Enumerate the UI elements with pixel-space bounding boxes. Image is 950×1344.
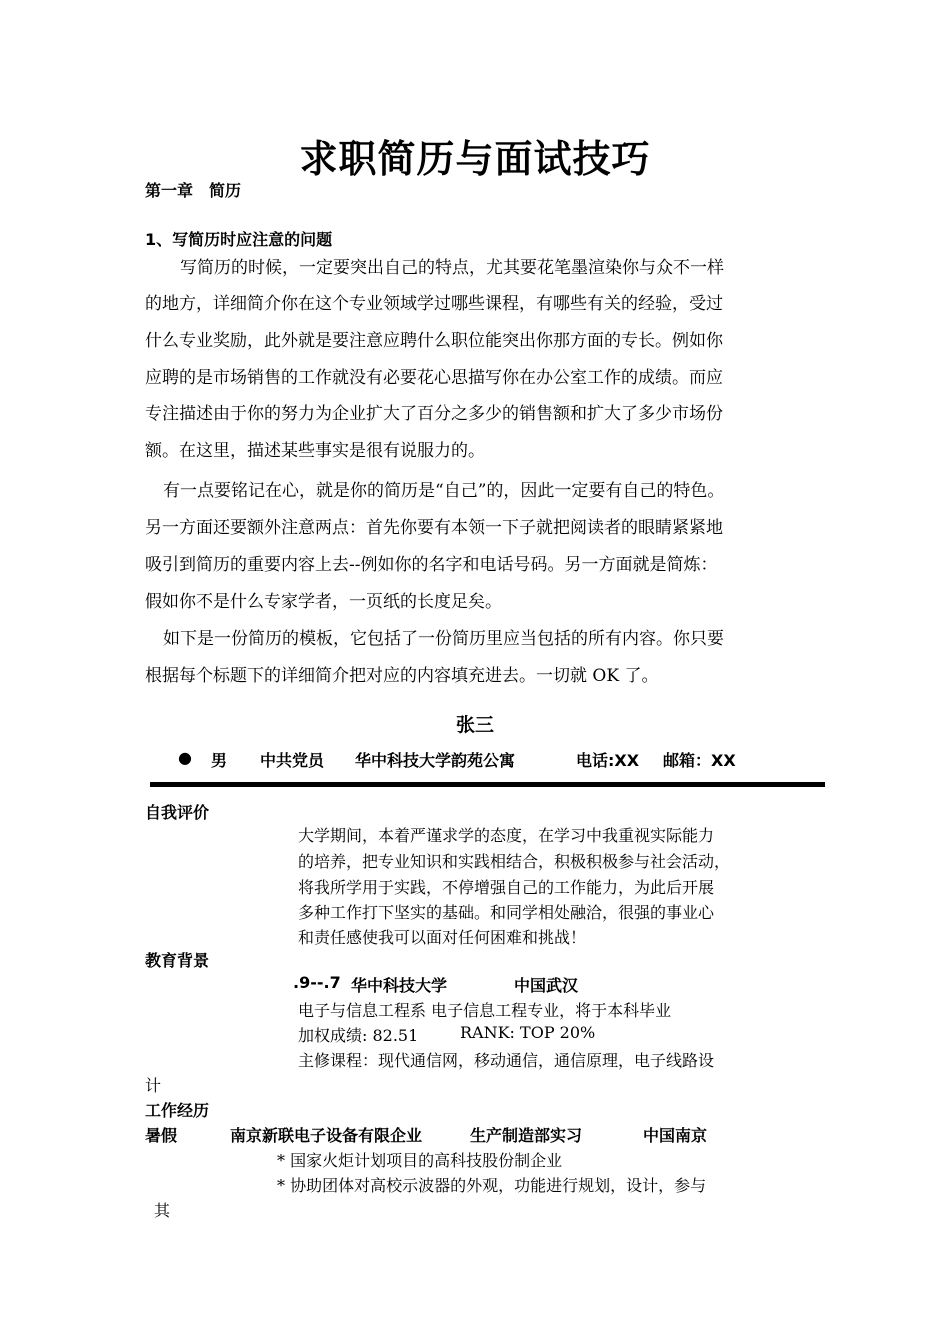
document-title: 求职简历与面试技巧 — [299, 137, 651, 181]
self-eval-label: 自我评价 — [145, 803, 210, 822]
para2-line: 假如你不是什么专家学者，一页纸的长度足矣。 — [145, 592, 502, 612]
para3-line: 如下是一份简历的模板，它包括了一份简历里应当包括的所有内容。你只要 — [163, 629, 724, 649]
resume-party: 中共党员 — [260, 751, 325, 770]
para1-line: 额。在这里，描述某些事实是很有说服力的。 — [145, 441, 485, 461]
self-eval-line: 大学期间，本着严谨求学的态度，在学习中我重视实际能力 — [298, 826, 715, 845]
education-courses: 主修课程：现代通信网，移动通信，通信原理，电子线路设 — [298, 1051, 715, 1070]
self-eval-line: 将我所学用于实践，不停增强自己的工作能力，为此后开展 — [298, 878, 715, 897]
work-item: * 协助团体对高校示波器的外观，功能进行规划，设计，参与 — [277, 1176, 707, 1195]
para1-line: 专注描述由于你的努力为企业扩大了百分之多少的销售额和扩大了多少市场份 — [145, 404, 723, 424]
resume-email: 邮箱：XX — [663, 751, 736, 770]
chapter-heading: 第一章 简历 — [145, 181, 242, 200]
resume-name: 张三 — [455, 714, 494, 736]
work-period: 暑假 — [145, 1126, 178, 1145]
para2-line: 另一方面还要额外注意两点：首先你要有本领一下子就把阅读者的眼睛紧紧地 — [145, 518, 723, 538]
para1-line: 应聘的是市场销售的工作就没有必要花心思描写你在办公室工作的成绩。而应 — [145, 368, 723, 388]
section-heading: 1、写简历时应注意的问题 — [145, 230, 333, 249]
self-eval-line: 的培养，把专业知识和实践相结合，积极积极参与社会活动， — [298, 852, 731, 871]
para1-line: 什么专业奖励，此外就是要注意应聘什么职位能突出你那方面的专长。例如你 — [145, 331, 723, 351]
education-rank: RANK: TOP 20% — [460, 1023, 596, 1042]
self-eval-line: 和责任感使我可以面对任何困难和挑战！ — [298, 928, 587, 947]
resume-gender: 男 — [211, 751, 228, 770]
education-courses-cont: 计 — [145, 1076, 162, 1095]
education-major: 电子与信息工程系 电子信息工程专业，将于本科毕业 — [298, 1001, 672, 1020]
resume-phone: 电话:XX — [576, 751, 640, 770]
work-item: * 国家火炬计划项目的高科技股份制企业 — [277, 1151, 563, 1170]
para3-line: 根据每个标题下的详细简介把对应的内容填充进去。一切就 OK 了。 — [145, 666, 659, 686]
education-school: 华中科技大学 — [351, 976, 448, 995]
education-label: 教育背景 — [145, 951, 210, 970]
resume-address: 华中科技大学韵苑公寓 — [355, 751, 516, 770]
bullet-icon: ● — [178, 748, 192, 767]
work-item-cont: 其 — [154, 1201, 171, 1220]
education-period: .9--.7 — [293, 973, 341, 992]
self-eval-line: 多种工作打下坚实的基础。和同学相处融洽，很强的事业心 — [298, 903, 715, 922]
para2-line: 有一点要铭记在心，就是你的简历是“自己”的，因此一定要有自己的特色。 — [163, 481, 725, 501]
education-location: 中国武汉 — [514, 976, 579, 995]
education-gpa: 加权成绩: 82.51 — [298, 1026, 419, 1045]
para1-line: 的地方，详细简介你在这个专业领域学过哪些课程，有哪些有关的经验，受过 — [145, 294, 723, 314]
work-location: 中国南京 — [643, 1126, 708, 1145]
para2-line: 吸引到简历的重要内容上去--例如你的名字和电话号码。另一方面就是简炼： — [145, 555, 718, 575]
header-divider — [150, 782, 825, 787]
work-label: 工作经历 — [145, 1101, 210, 1120]
work-company: 南京新联电子设备有限企业 — [230, 1126, 423, 1145]
work-role: 生产制造部实习 — [470, 1126, 583, 1145]
para1-line: 写简历的时候，一定要突出自己的特点，尤其要花笔墨渲染你与众不一样 — [180, 258, 724, 278]
